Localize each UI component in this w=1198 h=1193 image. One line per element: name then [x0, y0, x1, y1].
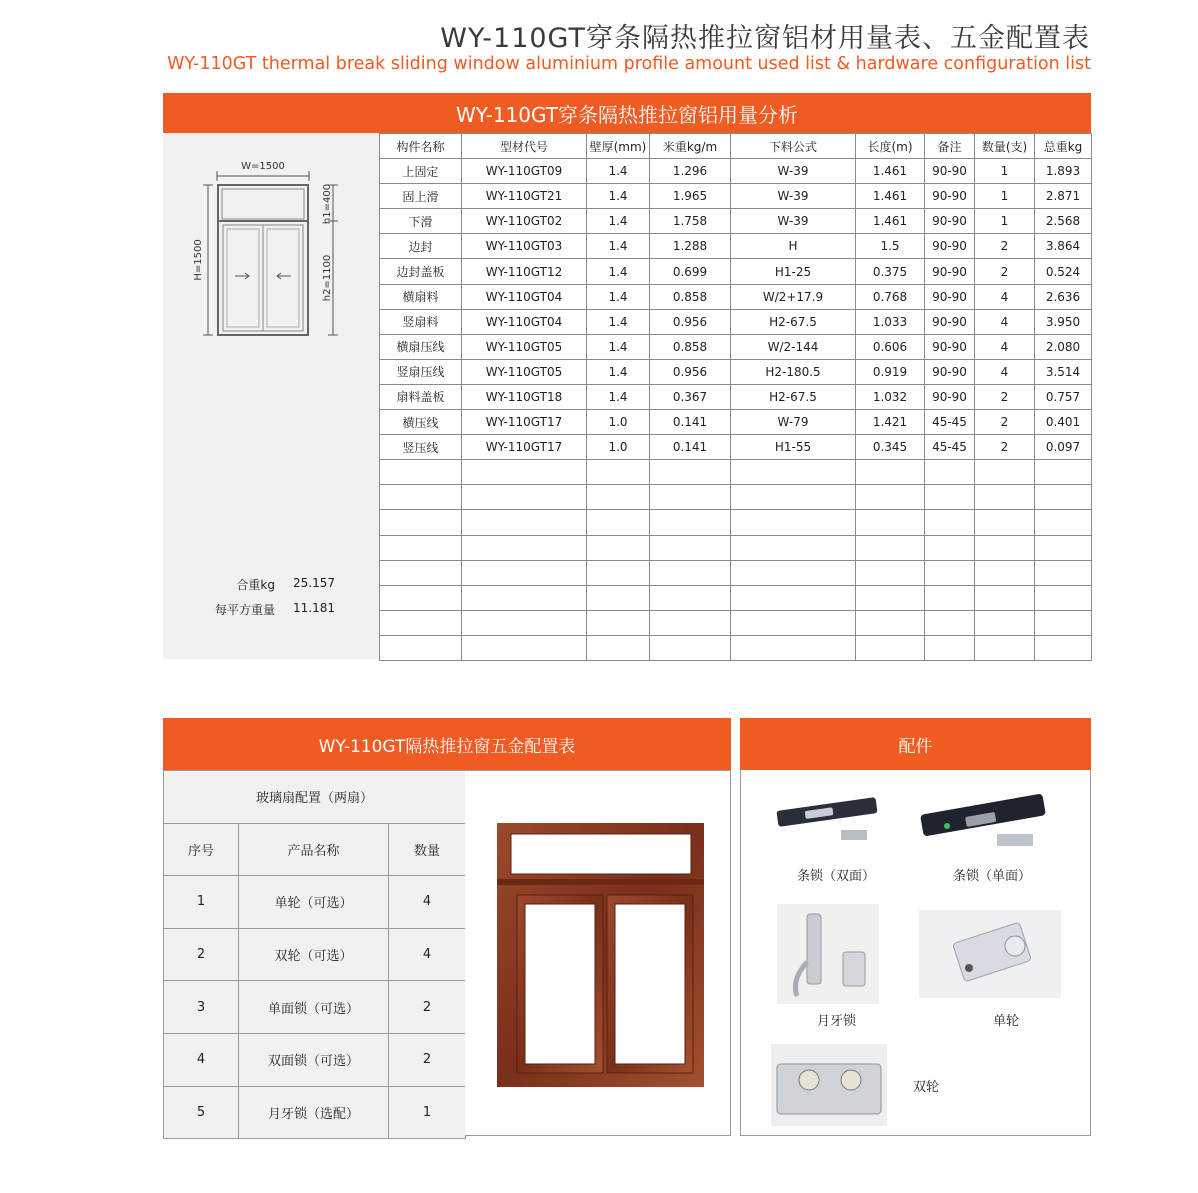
empty-cell: [925, 535, 975, 560]
strip-lock-single-icon: [917, 788, 1052, 858]
empty-cell: [1035, 510, 1092, 535]
table-cell: 2: [975, 234, 1035, 259]
table-cell: 4: [975, 284, 1035, 309]
table-cell: 3.950: [1035, 309, 1092, 334]
wood-window-image: [465, 771, 731, 1137]
table-row: [164, 1033, 466, 1086]
table-cell: 上固定: [380, 159, 462, 184]
table-cell: 0.858: [650, 284, 731, 309]
empty-cell: [650, 535, 731, 560]
table-row: [380, 259, 1092, 284]
table-cell: 单面锁（可选）: [239, 981, 389, 1034]
table-cell: 4: [975, 359, 1035, 384]
table-cell: 0.345: [856, 435, 925, 460]
double-roller-icon: [771, 1044, 887, 1126]
table-row: [380, 359, 1092, 384]
table-cell: 3.864: [1035, 234, 1092, 259]
empty-cell: [731, 460, 856, 485]
table-cell: H2-67.5: [731, 309, 856, 334]
table-cell: 2: [975, 435, 1035, 460]
table-cell: 下滑: [380, 209, 462, 234]
table-cell: 1.4: [587, 384, 650, 409]
profile-column-header: 总重kg: [1035, 134, 1092, 159]
table-cell: 1.421: [856, 410, 925, 435]
table-cell: 固上滑: [380, 184, 462, 209]
empty-cell: [975, 610, 1035, 635]
table-cell: 1.0: [587, 435, 650, 460]
table-cell: 90-90: [925, 359, 975, 384]
table-cell: 单轮（可选）: [239, 876, 389, 929]
table-cell: 1.4: [587, 159, 650, 184]
config-title: 玻璃扇配置（两扇）: [164, 771, 466, 824]
weight-per-sqm-row: [183, 601, 353, 618]
table-cell: 0.858: [650, 334, 731, 359]
table-cell: 90-90: [925, 284, 975, 309]
empty-cell: [925, 560, 975, 585]
profile-column-header: 数量(支): [975, 134, 1035, 159]
table-cell: 1: [975, 209, 1035, 234]
page-subtitle: WY-110GT thermal break sliding window aluminium profile amount used list & hardware configuration list: [167, 54, 1091, 74]
table-row: [380, 410, 1092, 435]
empty-cell: [975, 460, 1035, 485]
table-cell: 竖扇料: [380, 309, 462, 334]
height-label: H=1500: [193, 239, 204, 281]
h1-label: h1=400: [322, 183, 333, 225]
profile-usage-table: [379, 133, 1092, 661]
table-cell: 0.768: [856, 284, 925, 309]
table-cell: 3: [164, 981, 239, 1034]
table-cell: 1.461: [856, 209, 925, 234]
table-cell: 5: [164, 1086, 239, 1139]
table-cell: 2: [389, 981, 466, 1034]
table-cell: 2: [164, 928, 239, 981]
table-cell: 1.4: [587, 309, 650, 334]
table-cell: 0.919: [856, 359, 925, 384]
table-row: [380, 184, 1092, 209]
table-cell: 1.893: [1035, 159, 1092, 184]
table-cell: 1: [164, 876, 239, 929]
page-title: WY-110GT穿条隔热推拉窗铝材用量表、五金配置表: [440, 23, 1090, 54]
table-cell: 双面锁（可选）: [239, 1033, 389, 1086]
table-cell: 1.461: [856, 184, 925, 209]
empty-cell: [925, 635, 975, 660]
strip-lock-double-icon: [771, 790, 883, 850]
table-row: [164, 981, 466, 1034]
profile-column-header: 米重kg/m: [650, 134, 731, 159]
empty-table-row: [380, 585, 1092, 610]
table-cell: WY-110GT12: [462, 259, 587, 284]
table-cell: 90-90: [925, 234, 975, 259]
table-cell: W-79: [731, 410, 856, 435]
table-cell: 扇料盖板: [380, 384, 462, 409]
single-roller-label: 单轮: [993, 1014, 1020, 1029]
table-cell: 1.4: [587, 209, 650, 234]
total-weight-label: 合重kg: [236, 578, 275, 592]
table-cell: 1.4: [587, 234, 650, 259]
empty-cell: [856, 610, 925, 635]
table-cell: 2: [975, 410, 1035, 435]
table-cell: 90-90: [925, 259, 975, 284]
empty-cell: [731, 510, 856, 535]
accessories-section-header: 配件: [740, 718, 1091, 770]
empty-table-row: [380, 510, 1092, 535]
table-row: [380, 435, 1092, 460]
profile-column-header: 备注: [925, 134, 975, 159]
table-cell: 4: [389, 876, 466, 929]
empty-cell: [731, 485, 856, 510]
table-cell: 0.367: [650, 384, 731, 409]
profile-column-header: 下料公式: [731, 134, 856, 159]
empty-cell: [731, 585, 856, 610]
empty-cell: [975, 535, 1035, 560]
empty-cell: [650, 460, 731, 485]
width-label: W=1500: [241, 161, 285, 172]
empty-cell: [1035, 535, 1092, 560]
table-cell: W/2+17.9: [731, 284, 856, 309]
table-cell: 2: [975, 384, 1035, 409]
empty-cell: [731, 635, 856, 660]
table-cell: 1.461: [856, 159, 925, 184]
table-row: [164, 876, 466, 929]
table-cell: 横压线: [380, 410, 462, 435]
window-diagram-panel: [163, 133, 379, 659]
table-cell: WY-110GT02: [462, 209, 587, 234]
table-cell: 1.033: [856, 309, 925, 334]
profile-column-header: 壁厚(mm): [587, 134, 650, 159]
empty-table-row: [380, 485, 1092, 510]
empty-cell: [462, 610, 587, 635]
table-row: [380, 384, 1092, 409]
empty-cell: [731, 610, 856, 635]
table-cell: 0.606: [856, 334, 925, 359]
empty-cell: [462, 635, 587, 660]
table-row: [380, 309, 1092, 334]
empty-cell: [587, 560, 650, 585]
empty-cell: [462, 535, 587, 560]
empty-cell: [462, 485, 587, 510]
empty-cell: [975, 560, 1035, 585]
table-cell: H1-55: [731, 435, 856, 460]
hardware-column-header: 产品名称: [239, 823, 389, 876]
table-cell: 45-45: [925, 410, 975, 435]
table-cell: H1-25: [731, 259, 856, 284]
table-cell: 2.568: [1035, 209, 1092, 234]
strip-lock-double-label: 条锁（双面）: [797, 869, 876, 884]
empty-table-row: [380, 635, 1092, 660]
table-cell: 3.514: [1035, 359, 1092, 384]
single-roller-icon: [919, 910, 1061, 998]
empty-cell: [925, 610, 975, 635]
empty-cell: [856, 535, 925, 560]
table-cell: 90-90: [925, 209, 975, 234]
table-cell: 90-90: [925, 384, 975, 409]
empty-cell: [975, 635, 1035, 660]
window-photo-cell: [465, 770, 731, 1136]
empty-cell: [650, 560, 731, 585]
empty-cell: [380, 585, 462, 610]
table-cell: WY-110GT09: [462, 159, 587, 184]
table-cell: 4: [164, 1033, 239, 1086]
empty-cell: [650, 610, 731, 635]
table-cell: WY-110GT04: [462, 284, 587, 309]
empty-table-row: [380, 560, 1092, 585]
empty-cell: [587, 510, 650, 535]
table-row: [380, 234, 1092, 259]
table-cell: 0.956: [650, 359, 731, 384]
accessories-panel: [740, 770, 1091, 1136]
empty-cell: [925, 510, 975, 535]
table-cell: WY-110GT03: [462, 234, 587, 259]
table-cell: W/2-144: [731, 334, 856, 359]
empty-cell: [587, 610, 650, 635]
empty-cell: [925, 460, 975, 485]
table-cell: H2-67.5: [731, 384, 856, 409]
table-cell: WY-110GT21: [462, 184, 587, 209]
empty-cell: [380, 610, 462, 635]
empty-cell: [587, 585, 650, 610]
empty-cell: [856, 510, 925, 535]
table-cell: 竖扇压线: [380, 359, 462, 384]
table-cell: 1.965: [650, 184, 731, 209]
double-roller-label: 双轮: [913, 1080, 940, 1095]
table-cell: 1.0: [587, 410, 650, 435]
empty-cell: [462, 585, 587, 610]
table-cell: W-39: [731, 159, 856, 184]
empty-table-row: [380, 610, 1092, 635]
table-cell: WY-110GT05: [462, 359, 587, 384]
table-cell: H2-180.5: [731, 359, 856, 384]
table-cell: 1: [389, 1086, 466, 1139]
hardware-column-header: 序号: [164, 823, 239, 876]
table-row: [164, 1086, 466, 1139]
empty-cell: [856, 635, 925, 660]
table-cell: 双轮（可选）: [239, 928, 389, 981]
table-cell: WY-110GT17: [462, 410, 587, 435]
table-cell: 4: [975, 334, 1035, 359]
table-cell: 1.296: [650, 159, 731, 184]
empty-cell: [380, 485, 462, 510]
crescent-lock-icon: [777, 904, 879, 1004]
empty-cell: [587, 635, 650, 660]
empty-table-row: [380, 460, 1092, 485]
table-cell: 横扇料: [380, 284, 462, 309]
table-cell: H: [731, 234, 856, 259]
empty-cell: [650, 585, 731, 610]
table-cell: 1.758: [650, 209, 731, 234]
table-cell: 1.4: [587, 359, 650, 384]
hardware-column-header: 数量: [389, 823, 466, 876]
empty-cell: [1035, 485, 1092, 510]
empty-cell: [587, 460, 650, 485]
empty-cell: [925, 485, 975, 510]
empty-cell: [587, 535, 650, 560]
table-cell: 2: [975, 259, 1035, 284]
table-cell: 90-90: [925, 184, 975, 209]
table-row: [380, 159, 1092, 184]
table-cell: 1.288: [650, 234, 731, 259]
table-cell: W-39: [731, 209, 856, 234]
table-cell: 90-90: [925, 309, 975, 334]
table-cell: 0.524: [1035, 259, 1092, 284]
empty-cell: [462, 510, 587, 535]
profile-column-header: 构件名称: [380, 134, 462, 159]
empty-cell: [925, 585, 975, 610]
table-cell: 竖压线: [380, 435, 462, 460]
empty-cell: [975, 510, 1035, 535]
table-cell: 边封盖板: [380, 259, 462, 284]
table-cell: 0.956: [650, 309, 731, 334]
table-cell: 1: [975, 184, 1035, 209]
table-cell: 1: [975, 159, 1035, 184]
table-cell: 2: [389, 1033, 466, 1086]
empty-cell: [856, 460, 925, 485]
table-cell: 横扇压线: [380, 334, 462, 359]
empty-cell: [380, 535, 462, 560]
empty-table-row: [380, 535, 1092, 560]
table-cell: 2.871: [1035, 184, 1092, 209]
table-cell: 2.080: [1035, 334, 1092, 359]
empty-cell: [587, 485, 650, 510]
empty-cell: [731, 535, 856, 560]
h2-label: h2=1100: [322, 254, 333, 302]
table-cell: 0.141: [650, 435, 731, 460]
table-cell: WY-110GT04: [462, 309, 587, 334]
table-cell: 0.401: [1035, 410, 1092, 435]
table-cell: W-39: [731, 184, 856, 209]
table-cell: WY-110GT18: [462, 384, 587, 409]
table-cell: 0.699: [650, 259, 731, 284]
table-row: [380, 284, 1092, 309]
empty-cell: [462, 460, 587, 485]
empty-cell: [856, 585, 925, 610]
table-cell: 边封: [380, 234, 462, 259]
empty-cell: [380, 560, 462, 585]
empty-cell: [1035, 460, 1092, 485]
empty-cell: [975, 585, 1035, 610]
table-cell: 月牙锁（选配）: [239, 1086, 389, 1139]
weight-per-sqm-label: 每平方重量: [214, 603, 275, 617]
profile-column-header: 长度(m): [856, 134, 925, 159]
empty-cell: [380, 510, 462, 535]
total-weight-row: [183, 576, 353, 593]
table-cell: 0.375: [856, 259, 925, 284]
empty-cell: [1035, 560, 1092, 585]
empty-cell: [1035, 635, 1092, 660]
table-cell: 2.636: [1035, 284, 1092, 309]
table-cell: WY-110GT05: [462, 334, 587, 359]
table-cell: 1.4: [587, 184, 650, 209]
table-cell: 0.141: [650, 410, 731, 435]
table-cell: 45-45: [925, 435, 975, 460]
table-cell: 1.032: [856, 384, 925, 409]
table-row: [380, 209, 1092, 234]
table-cell: 90-90: [925, 159, 975, 184]
empty-cell: [380, 460, 462, 485]
empty-cell: [1035, 610, 1092, 635]
table-row: [164, 928, 466, 981]
empty-cell: [650, 485, 731, 510]
table-cell: 1.4: [587, 334, 650, 359]
table-cell: 0.097: [1035, 435, 1092, 460]
table-cell: WY-110GT17: [462, 435, 587, 460]
weight-per-sqm-value: 11.181: [293, 601, 335, 615]
empty-cell: [462, 560, 587, 585]
hardware-config-table: [163, 770, 466, 1139]
table-cell: 4: [389, 928, 466, 981]
empty-cell: [1035, 585, 1092, 610]
empty-cell: [650, 510, 731, 535]
profile-column-header: 型材代号: [462, 134, 587, 159]
crescent-lock-label: 月牙锁: [817, 1014, 857, 1029]
empty-cell: [856, 560, 925, 585]
table-cell: 90-90: [925, 334, 975, 359]
empty-cell: [856, 485, 925, 510]
table-row: [380, 334, 1092, 359]
empty-cell: [975, 485, 1035, 510]
profile-section-header: WY-110GT穿条隔热推拉窗铝用量分析: [163, 93, 1091, 133]
table-cell: 1.4: [587, 259, 650, 284]
strip-lock-single-label: 条锁（单面）: [953, 869, 1032, 884]
table-cell: 4: [975, 309, 1035, 334]
table-cell: 1.4: [587, 284, 650, 309]
empty-cell: [380, 635, 462, 660]
empty-cell: [650, 635, 731, 660]
hardware-section-header: WY-110GT隔热推拉窗五金配置表: [163, 718, 731, 770]
empty-cell: [731, 560, 856, 585]
total-weight-value: 25.157: [293, 576, 335, 590]
table-cell: 1.5: [856, 234, 925, 259]
table-cell: 0.757: [1035, 384, 1092, 409]
